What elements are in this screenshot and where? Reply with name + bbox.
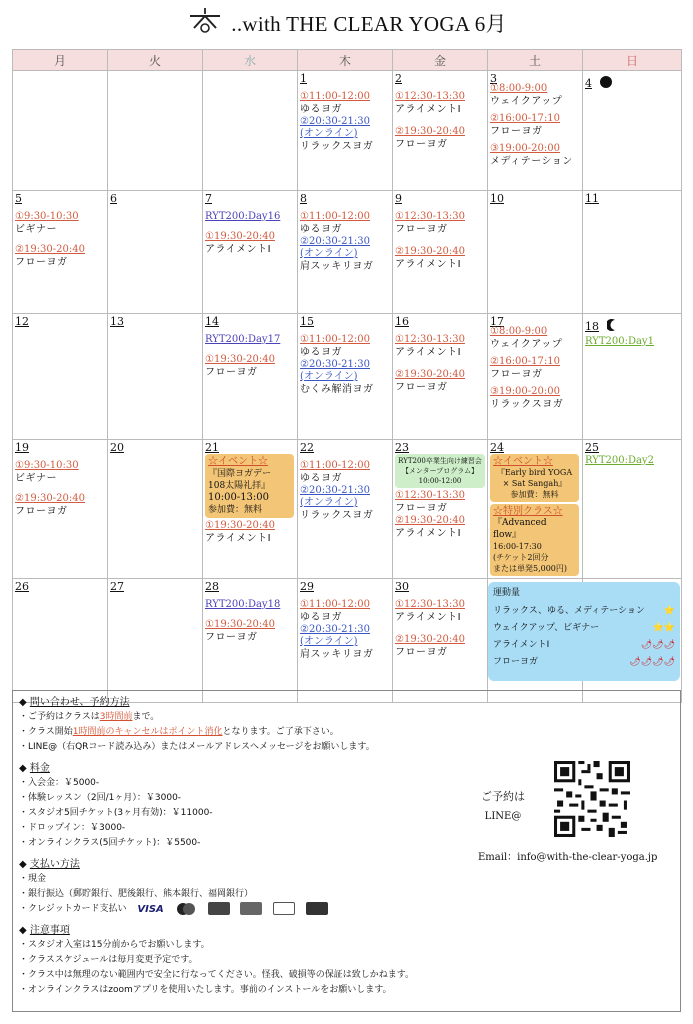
date-number: 17 xyxy=(490,315,504,328)
class-name: フローヨガ xyxy=(205,632,258,643)
date-number: 27 xyxy=(110,580,124,593)
date-number: 4 xyxy=(585,77,592,90)
class-time: ①9:30-10:30 xyxy=(15,460,79,471)
week-row xyxy=(13,71,682,191)
class-time: ②20:30-21:30 xyxy=(300,236,370,247)
email-text[interactable]: Email：info@with-the-clear-yoga.jp xyxy=(478,852,658,863)
payment-heading: 支払い方法 xyxy=(29,859,80,870)
text: ・クレジットカード支払い xyxy=(19,904,127,914)
day-cell-empty xyxy=(203,71,298,191)
date-number: 9 xyxy=(395,192,402,205)
date-number: 3 xyxy=(490,72,497,85)
text: ・ご予約はクラスは xyxy=(19,712,100,722)
class-name: フローヨガ xyxy=(15,257,68,268)
online-label: (オンライン) xyxy=(300,497,358,508)
weekday-wed: 水 xyxy=(203,50,298,71)
date-number: 11 xyxy=(585,192,599,205)
event-line: × Sat Sangah』 xyxy=(502,479,567,488)
info-line: ・LINE@（右QRコード読み込み）またはメールアドレスへメッセージをお願いします。 xyxy=(19,742,375,752)
date-number: 16 xyxy=(395,315,409,328)
info-panel xyxy=(12,690,681,1012)
date-number: 14 xyxy=(205,315,219,328)
class-time: ②19:30-20:40 xyxy=(395,369,465,380)
date-number: 13 xyxy=(110,315,124,328)
fee-line: ・入会金：￥5000- xyxy=(19,778,100,788)
class-time: ①19:30-20:40 xyxy=(205,231,275,242)
day-cell xyxy=(108,191,203,314)
date-number: 30 xyxy=(395,580,409,593)
class-name: メディテーション xyxy=(490,156,573,167)
date-number: 6 xyxy=(110,192,117,205)
date-number: 7 xyxy=(205,192,212,205)
intensity-label: フローヨガ xyxy=(493,657,539,667)
class-name: ゆるヨガ xyxy=(300,224,342,235)
class-name: 肩スッキリヨガ xyxy=(300,649,374,660)
class-time: ②20:30-21:30 xyxy=(300,485,370,496)
reservation-block xyxy=(468,761,668,881)
event-fee: 参加費：無料 xyxy=(510,490,559,499)
day-cell xyxy=(488,191,583,314)
intensity-legend xyxy=(488,582,680,681)
class-time: ②19:30-20:40 xyxy=(395,634,465,645)
intensity-row xyxy=(493,654,675,671)
note-line: ・オンラインクラスはzoomアプリを使用いたします。事前のインストールをお願いします。 xyxy=(19,985,392,995)
fee-line: ・スタジオ5回チケット(3ヶ月有効)：￥11000- xyxy=(19,808,213,818)
note-line: ・クラス中は無理のない範囲内で安全に行なってください。怪我、破損等の保証は致しかねます。 xyxy=(19,970,415,980)
date-number: 29 xyxy=(300,580,314,593)
online-label: (オンライン) xyxy=(300,248,358,259)
day-cell xyxy=(13,191,108,314)
day-cell xyxy=(13,579,108,703)
date-number: 5 xyxy=(15,192,22,205)
class-time: ②19:30-20:40 xyxy=(395,126,465,137)
date-number: 21 xyxy=(205,441,219,454)
event-box xyxy=(490,454,579,502)
week-row xyxy=(13,314,682,440)
class-time: ②20:30-21:30 xyxy=(300,624,370,635)
class-name: ビギナー xyxy=(15,473,57,484)
class-name: フローヨガ xyxy=(490,126,543,137)
day-cell xyxy=(13,314,108,440)
day-cell xyxy=(393,440,488,579)
class-time: ③19:00-20:00 xyxy=(490,386,560,397)
class-name: アライメントⅠ xyxy=(205,244,272,255)
date-number: 10 xyxy=(490,192,504,205)
ryt-label: RYT200:Day2 xyxy=(585,455,654,466)
star-icon: ⭐⭐ xyxy=(652,623,675,633)
new-moon-icon xyxy=(600,73,612,92)
event-line: 『国際ヨガデー xyxy=(208,469,272,479)
day-cell-empty xyxy=(13,71,108,191)
class-time: ①8:00-9:00 xyxy=(490,83,548,94)
page-title: ..with THE CLEAR YOGA 6月 xyxy=(231,12,507,36)
day-cell-empty xyxy=(108,71,203,191)
class-time: ①11:00-12:00 xyxy=(300,460,370,471)
class-name: フローヨガ xyxy=(15,506,68,517)
text: となります。ご了承下さい。 xyxy=(222,727,339,737)
day-cell xyxy=(203,191,298,314)
info-line xyxy=(19,725,674,740)
online-label: (オンライン) xyxy=(300,128,358,139)
text: まで。 xyxy=(132,712,160,722)
reserve-line: LINE@ xyxy=(484,811,522,822)
special-line: 『Advanced flow』 xyxy=(493,518,547,540)
event-line: 『Early bird YOGA xyxy=(496,468,573,477)
class-time: ②19:30-20:40 xyxy=(395,246,465,257)
class-time: ②16:00-17:10 xyxy=(490,113,560,124)
fee-heading: 料金 xyxy=(29,763,50,774)
date-number: 2 xyxy=(395,72,402,85)
pay-line: ・銀行振込（郵貯銀行、肥後銀行、熊本銀行、福岡銀行） xyxy=(19,889,254,899)
day-cell xyxy=(488,314,583,440)
class-name: アライメントⅠ xyxy=(395,528,462,539)
program-line: 【メンタープログラム】 xyxy=(401,467,479,475)
class-name: 肩スッキリヨガ xyxy=(300,261,374,272)
day-cell xyxy=(583,440,682,579)
class-time: ②20:30-21:30 xyxy=(300,116,370,127)
class-time: ①19:30-20:40 xyxy=(205,520,275,531)
studio-logo-icon xyxy=(186,6,224,40)
visa-icon: VISA xyxy=(137,904,164,915)
weekday-thu: 木 xyxy=(298,50,393,71)
day-cell xyxy=(298,314,393,440)
date-number: 24 xyxy=(490,441,504,454)
special-title: ☆特別クラス☆ xyxy=(493,506,563,517)
online-label: (オンライン) xyxy=(300,371,358,382)
special-line: または単発5,000円) xyxy=(493,564,568,573)
intensity-label: アライメントⅠ xyxy=(493,640,550,650)
class-time: ①19:30-20:40 xyxy=(205,354,275,365)
day-cell xyxy=(583,314,682,440)
highlight: 3時間前 xyxy=(99,712,133,722)
intensity-row xyxy=(493,637,675,654)
event-fee: 参加費：無料 xyxy=(208,505,263,515)
contact-heading: 問い合わせ、予約方法 xyxy=(29,697,130,708)
class-time: ①12:30-13:30 xyxy=(395,334,465,345)
note-line: ・クラススケジュールは毎月変更予定です。 xyxy=(19,955,198,965)
diners-icon xyxy=(273,902,295,915)
class-name: リラックスヨガ xyxy=(300,141,374,152)
class-name: アライメントⅠ xyxy=(395,104,462,115)
weekday-tue: 火 xyxy=(108,50,203,71)
reserve-label: ご予約は xyxy=(481,790,525,803)
week-row xyxy=(13,440,682,579)
class-name: リラックスヨガ xyxy=(300,510,374,521)
class-name: フローヨガ xyxy=(395,224,448,235)
event-time: 10:00-13:00 xyxy=(208,492,270,503)
class-name: ゆるヨガ xyxy=(300,104,342,115)
class-name: フローヨガ xyxy=(490,369,543,380)
crescent-moon-icon xyxy=(607,316,619,335)
ryt-label: RYT200:Day1 xyxy=(585,336,654,347)
class-time: ①19:30-20:40 xyxy=(205,619,275,630)
class-name: アライメントⅠ xyxy=(395,347,462,358)
day-cell xyxy=(108,314,203,440)
intensity-label: リラックス、ゆる、メディテーション xyxy=(493,606,645,616)
section-heading: ◆ 問い合わせ、予約方法 xyxy=(19,697,130,708)
note-line: ・スタジオ入室は15分前からでお願いします。 xyxy=(19,940,210,950)
class-name: むくみ解消ヨガ xyxy=(300,384,374,395)
day-cell xyxy=(393,191,488,314)
star-icon: ⭐ xyxy=(663,606,675,616)
class-time: ②16:00-17:10 xyxy=(490,356,560,367)
class-time: ①8:00-9:00 xyxy=(490,326,548,337)
date-number: 12 xyxy=(15,315,29,328)
online-label: (オンライン) xyxy=(300,636,358,647)
day-cell xyxy=(583,191,682,314)
class-name: ビギナー xyxy=(15,224,57,235)
page-header xyxy=(0,6,693,46)
day-cell xyxy=(13,440,108,579)
day-cell xyxy=(393,314,488,440)
fee-line: ・オンラインクラス(5回チケット)：￥5500- xyxy=(19,838,201,848)
class-name: フローヨガ xyxy=(395,647,448,658)
class-time: ①12:30-13:30 xyxy=(395,599,465,610)
class-time: ③19:00-20:00 xyxy=(490,143,560,154)
date-number: 20 xyxy=(110,441,124,454)
line-qr-code[interactable] xyxy=(554,761,630,837)
discover-icon xyxy=(240,902,262,915)
day-cell xyxy=(393,579,488,703)
intensity-label: ウェイクアップ、ビギナー xyxy=(493,623,600,633)
class-time: ①12:30-13:30 xyxy=(395,211,465,222)
day-cell xyxy=(393,71,488,191)
jcb-icon xyxy=(306,902,328,915)
class-time: ①11:00-12:00 xyxy=(300,211,370,222)
date-number: 19 xyxy=(15,441,29,454)
weekday-mon: 月 xyxy=(13,50,108,71)
amex-icon xyxy=(208,902,230,915)
date-number: 22 xyxy=(300,441,314,454)
class-name: ゆるヨガ xyxy=(300,473,342,484)
date-number: 8 xyxy=(300,192,307,205)
intensity-title: 運動量 xyxy=(493,588,521,598)
date-number: 18 xyxy=(585,320,599,333)
day-cell xyxy=(203,579,298,703)
weekday-sat: 土 xyxy=(488,50,583,71)
day-cell xyxy=(203,314,298,440)
class-name: ウェイクアップ xyxy=(490,96,563,107)
special-class-box xyxy=(490,504,579,576)
section-heading: ◆ 料金 xyxy=(19,763,50,774)
event-box xyxy=(205,454,294,518)
day-cell xyxy=(108,440,203,579)
text: ・クラス開始 xyxy=(19,727,73,737)
fee-line: ・ドロップイン：￥3000- xyxy=(19,823,126,833)
class-time: ①12:30-13:30 xyxy=(395,91,465,102)
day-cell xyxy=(298,440,393,579)
highlight: 1時間前のキャンセルはポイント消化 xyxy=(72,727,223,737)
day-cell xyxy=(108,579,203,703)
class-name: ゆるヨガ xyxy=(300,347,342,358)
class-name: フローヨガ xyxy=(395,503,448,514)
fee-line: ・体験レッスン（2回/1ヶ月）：￥3000- xyxy=(19,793,182,803)
weekday-header-row xyxy=(13,50,682,71)
day-cell xyxy=(203,440,298,579)
intensity-row xyxy=(493,603,675,620)
special-time: 16:00-17:30 xyxy=(493,542,542,551)
date-number: 26 xyxy=(15,580,29,593)
event-title: ☆イベント☆ xyxy=(208,456,268,467)
day-cell xyxy=(583,71,682,191)
weekday-fri: 金 xyxy=(393,50,488,71)
class-name: フローヨガ xyxy=(205,367,258,378)
ryt-label: RYT200:Day16 xyxy=(205,211,281,222)
info-line xyxy=(19,710,674,725)
class-time: ①9:30-10:30 xyxy=(15,211,79,222)
class-name: フローヨガ xyxy=(395,139,448,150)
program-line: RYT200卒業生向け練習会 xyxy=(398,457,482,465)
date-number: 28 xyxy=(205,580,219,593)
class-time: ②19:30-20:40 xyxy=(15,244,85,255)
class-name: フローヨガ xyxy=(395,382,448,393)
class-time: ②19:30-20:40 xyxy=(15,493,85,504)
pay-line: ・現金 xyxy=(19,874,47,884)
notes-heading: 注意事項 xyxy=(29,925,70,936)
class-name: アライメントⅠ xyxy=(395,259,462,270)
chili-icon: 🌶🌶🌶 xyxy=(640,640,675,650)
class-time: ②19:30-20:40 xyxy=(395,515,465,526)
date-number: 1 xyxy=(300,72,307,85)
date-number: 23 xyxy=(395,441,409,454)
ryt-label: RYT200:Day18 xyxy=(205,599,281,610)
section-heading: ◆ 注意事項 xyxy=(19,925,70,936)
day-cell xyxy=(298,71,393,191)
class-time: ②20:30-21:30 xyxy=(300,359,370,370)
class-name: ウェイクアップ xyxy=(490,339,563,350)
program-time: 10:00-12:00 xyxy=(418,477,462,485)
class-name: ゆるヨガ xyxy=(300,612,342,623)
special-line: (チケット2回分 xyxy=(493,553,549,562)
pay-line xyxy=(19,902,674,917)
class-time: ①12:30-13:30 xyxy=(395,490,465,501)
week-row xyxy=(13,191,682,314)
day-cell xyxy=(488,440,583,579)
date-number: 25 xyxy=(585,441,599,454)
mentor-program-box xyxy=(395,454,485,488)
ryt-label: RYT200:Day17 xyxy=(205,334,281,345)
class-time: ①11:00-12:00 xyxy=(300,91,370,102)
day-cell xyxy=(488,71,583,191)
day-cell xyxy=(298,191,393,314)
class-name: アライメントⅠ xyxy=(395,612,462,623)
section-heading: ◆ 支払い方法 xyxy=(19,859,80,870)
day-cell xyxy=(298,579,393,703)
class-time: ①11:00-12:00 xyxy=(300,599,370,610)
class-name: リラックスヨガ xyxy=(490,399,564,410)
intensity-row xyxy=(493,620,675,637)
class-name: アライメントⅠ xyxy=(205,533,272,544)
mastercard-icon xyxy=(175,902,197,915)
weekday-sun: 日 xyxy=(583,50,682,71)
event-title: ☆イベント☆ xyxy=(493,456,553,467)
chili-icon: 🌶🌶🌶🌶 xyxy=(629,657,675,667)
class-time: ①11:00-12:00 xyxy=(300,334,370,345)
event-line: 108太陽礼拝』 xyxy=(208,481,271,491)
date-number: 15 xyxy=(300,315,314,328)
